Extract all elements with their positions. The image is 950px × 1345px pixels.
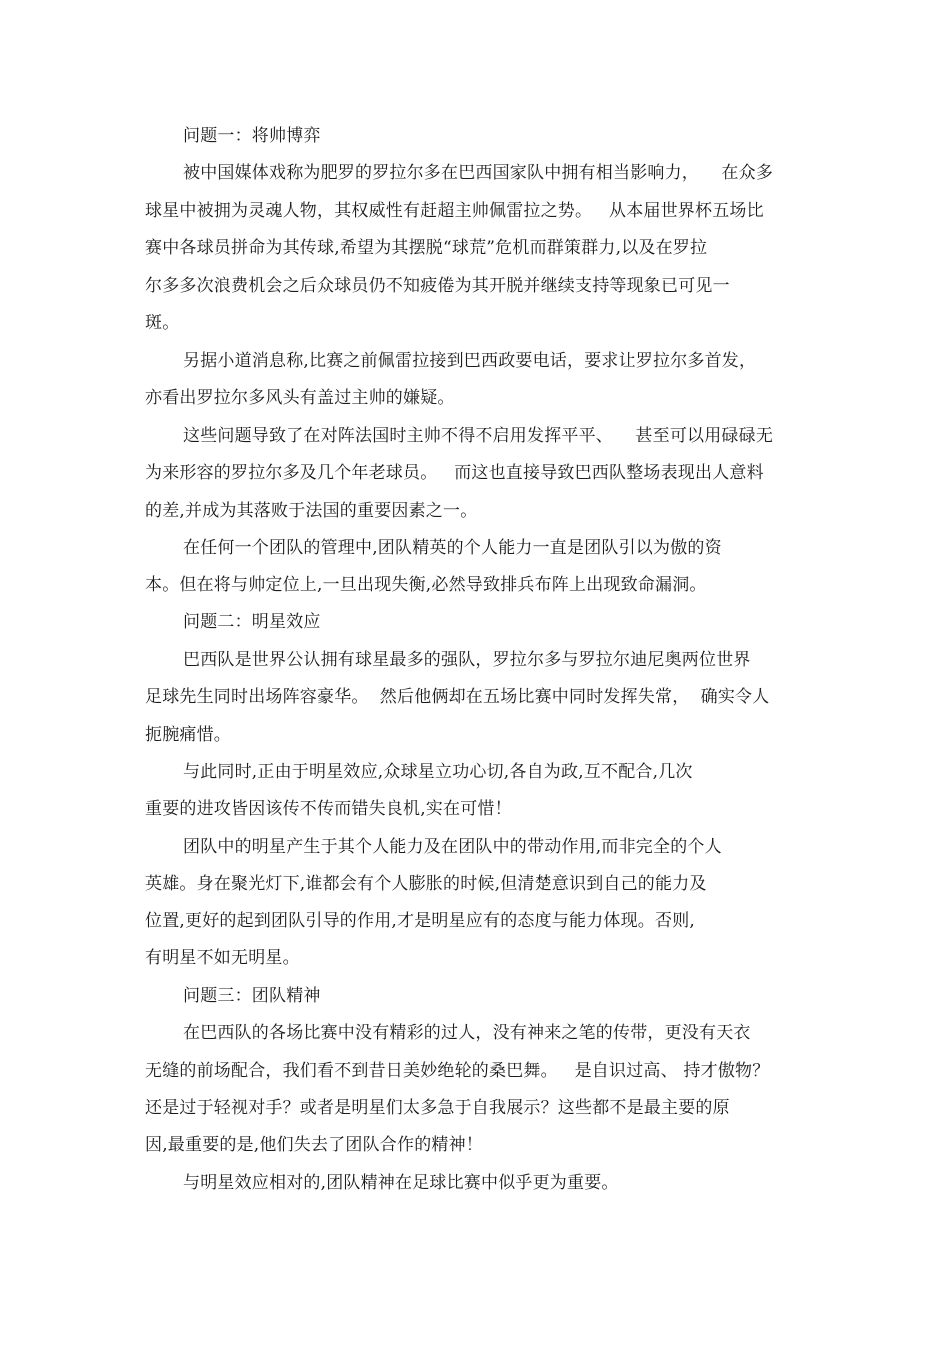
paragraph-line: 与此同时,正由于明星效应,众球星立功心切,各自为政,互不配合,几次 xyxy=(183,762,693,782)
paragraph-line: 位置,更好的起到团队引导的作用,才是明星应有的态度与能力体现。否则, xyxy=(145,911,696,931)
paragraph-line: 本。但在将与帅定位上,一旦出现失衡,必然导致排兵布阵上出现致命漏洞。 xyxy=(145,575,707,595)
paragraph-line: 无缝的前场配合，我们看不到昔日美妙绝轮的桑巴舞。 是自识过高、 持才傲物？ xyxy=(145,1061,770,1081)
paragraph-line: 斑。 xyxy=(145,313,180,333)
paragraph-line: 的差,并成为其落败于法国的重要因素之一。 xyxy=(145,501,478,521)
paragraph-line: 球星中被拥为灵魂人物，其权威性有赶超主帅佩雷拉之势。 从本届世界杯五场比 xyxy=(145,201,764,221)
paragraph-line: 有明星不如无明星。 xyxy=(145,948,300,968)
heading-question-3: 问题三：团队精神 xyxy=(183,986,321,1006)
paragraph-line: 团队中的明星产生于其个人能力及在团队中的带动作用,而非完全的个人 xyxy=(183,837,722,857)
paragraph-line: 在巴西队的各场比赛中没有精彩的过人，没有神来之笔的传带，更没有天衣 xyxy=(183,1023,751,1043)
paragraph-line: 被中国媒体戏称为肥罗的罗拉尔多在巴西国家队中拥有相当影响力， 在众多 xyxy=(183,163,774,183)
paragraph-line: 重要的进攻皆因该传不传而错失良机,实在可惜！ xyxy=(145,799,512,819)
paragraph-line: 足球先生同时出场阵容豪华。 然后他俩却在五场比赛中同时发挥失常， 确实令人 xyxy=(145,687,770,707)
paragraph-line: 巴西队是世界公认拥有球星最多的强队，罗拉尔多与罗拉尔迪尼奥两位世界 xyxy=(183,650,751,670)
paragraph-line: 在任何一个团队的管理中,团队精英的个人能力一直是团队引以为傲的资 xyxy=(183,538,722,558)
paragraph-line: 为来形容的罗拉尔多及几个年老球员。 而这也直接导致巴西队整场表现出人意料 xyxy=(145,463,764,483)
paragraph-line: 这些问题导致了在对阵法国时主帅不得不启用发挥平平、 甚至可以用碌碌无 xyxy=(183,426,774,446)
paragraph-line: 另据小道消息称,比赛之前佩雷拉接到巴西政要电话，要求让罗拉尔多首发， xyxy=(183,351,757,371)
paragraph-line: 与明星效应相对的,团队精神在足球比赛中似乎更为重要。 xyxy=(183,1173,619,1193)
paragraph-line: 亦看出罗拉尔多风头有盖过主帅的嫌疑。 xyxy=(145,388,455,408)
paragraph-line: 还是过于轻视对手？或者是明星们太多急于自我展示？这些都不是最主要的原 xyxy=(145,1098,730,1118)
heading-question-2: 问题二：明星效应 xyxy=(183,612,321,632)
paragraph-line: 因,最重要的是,他们失去了团队合作的精神！ xyxy=(145,1135,484,1155)
heading-question-1: 问题一：将帅博弈 xyxy=(183,126,321,146)
paragraph-line: 尔多多次浪费机会之后众球员仍不知疲倦为其开脱并继续支持等现象已可见一 xyxy=(145,276,730,296)
paragraph-line: 英雄。身在聚光灯下,谁都会有个人膨胀的时候,但清楚意识到自己的能力及 xyxy=(145,874,707,894)
paragraph-line: 扼腕痛惜。 xyxy=(145,725,231,745)
paragraph-line: 赛中各球员拼命为其传球,希望为其摆脱“球荒”危机而群策群力,以及在罗拉 xyxy=(145,238,708,258)
